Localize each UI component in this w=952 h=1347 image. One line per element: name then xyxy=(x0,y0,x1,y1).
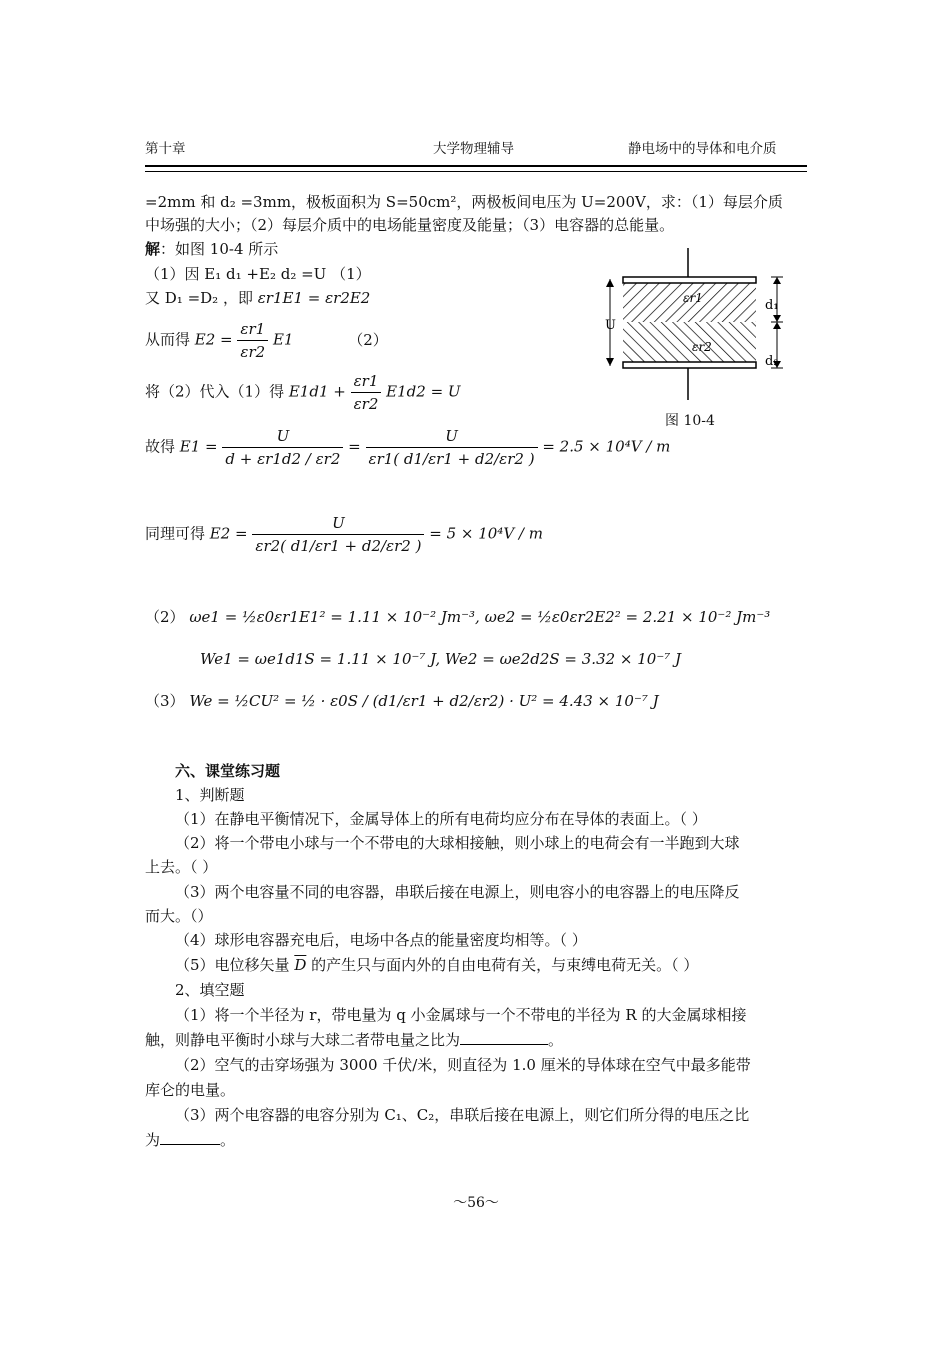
judge-item-2-line-2: 上去。（ ） xyxy=(145,858,218,876)
solution-heading-text: ：如图 10-4 所示 xyxy=(160,240,279,258)
part-2-label: （2） xyxy=(145,608,185,626)
step-3-rhs: E1 xyxy=(272,330,294,349)
e1-fraction-2-denominator: εr1( d1/εr1 + d2/εr2 ) xyxy=(368,450,535,468)
fill-item-1-line-1: （1）将一个半径为 r，带电量为 q 小金属球与一个不带电的半径为 R 的大金属球相接 xyxy=(175,1006,747,1024)
section-title-exercises: 六、课堂练习题 xyxy=(175,762,281,780)
fill-item-3-line-1: （3）两个电容器的电容分别为 C₁、C₂，串联后接在电源上，则它们所分得的电压之比 xyxy=(175,1106,750,1124)
step-4-fraction xyxy=(351,370,382,415)
fill-item-1-end: 。 xyxy=(548,1031,564,1049)
e2-numerator: U xyxy=(252,512,424,535)
dielectric-layer-2 xyxy=(623,322,756,362)
step-3-fraction xyxy=(237,318,268,363)
header-rule-thick xyxy=(145,165,807,167)
solution-label: 解 xyxy=(145,240,161,258)
figure-label-d1: d₁ xyxy=(765,298,779,313)
judge-item-3-line-2: 而大。（） xyxy=(145,907,213,925)
step-4-denominator: εr2 xyxy=(353,395,379,413)
e1-result: = 2.5 × 10⁴V / m xyxy=(542,437,671,456)
e2-fraction xyxy=(252,512,424,557)
figure-caption: 图 10-4 xyxy=(665,413,715,429)
e1-fraction-1 xyxy=(222,425,343,470)
figure-label-d2: d₂ xyxy=(765,354,779,369)
e1-fraction-2-numerator: U xyxy=(366,425,538,448)
header-book-title: 大学物理辅导 xyxy=(433,141,514,157)
judge-title: 1、判断题 xyxy=(175,786,245,804)
e1-lhs: E1 = xyxy=(179,437,218,456)
intro-line-2: 中场强的大小；（2）每层介质中的电场能量密度及能量；（3）电容器的总能量。 xyxy=(145,216,675,234)
e2-result: = 5 × 10⁴V / m xyxy=(429,524,543,543)
judge-item-3-line-1: （3）两个电容量不同的电容器，串联后接在电源上，则电容小的电容器上的电压降反 xyxy=(175,883,740,901)
page-number: ～56～ xyxy=(453,1195,499,1211)
fill-blank-1[interactable] xyxy=(460,1030,548,1045)
step-2-prefix: 又 D₁ =D₂ ，即 xyxy=(145,289,258,307)
fill-item-2-line-2: 库仑的电量。 xyxy=(145,1081,236,1099)
e1-fraction-1-numerator: U xyxy=(222,425,343,448)
solution-step-1: （1）因 E₁ d₁ +E₂ d₂ =U （1） xyxy=(145,265,371,283)
step-3-lhs: E2 = xyxy=(194,330,233,349)
fill-item-3-end: 。 xyxy=(220,1131,236,1149)
fill-item-3-line-2 xyxy=(145,1129,810,1152)
capacitor-figure xyxy=(595,245,805,429)
judge-item-1: （1）在静电平衡情况下，金属导体上的所有电荷均应分布在导体的表面上。（ ） xyxy=(175,810,707,828)
solution-part-3 xyxy=(145,690,659,712)
equation-tag-2: （2） xyxy=(348,330,388,349)
figure-label-er2: εr2 xyxy=(692,340,712,354)
e1-fraction-1-denominator: d + εr1d2 / εr2 xyxy=(225,450,341,468)
e1-prefix: 故得 xyxy=(145,437,180,456)
header-rule-thin xyxy=(145,171,807,172)
e2-lhs: E2 = xyxy=(209,524,248,543)
e2-denominator: εr2( d1/εr1 + d2/εr2 ) xyxy=(255,537,422,555)
fill-item-1-line-2 xyxy=(145,1029,810,1052)
step-4-prefix: 将（2）代入（1）得 xyxy=(145,382,289,401)
judge-item-2-line-1: （2）将一个带电小球与一个不带电的大球相接触，则小球上的电荷会有一半跑到大球 xyxy=(175,834,740,852)
fill-item-1-text: 触，则静电平衡时小球与大球二者带电量之比为 xyxy=(145,1031,461,1049)
vector-d-symbol: $\overline{D}$ xyxy=(294,956,307,974)
solution-step-3 xyxy=(145,318,388,363)
part-2-energy-density: ωe1 = ½ε0εr1E1² = 1.11 × 10⁻² Jm⁻³, ωe2 = ½ε0εr2E2² = 2.21 × 10⁻² Jm⁻³ xyxy=(189,608,771,626)
part-3-total-energy: We = ½CU² = ½ · ε0S / (d1/εr1 + d2/εr2) · U² = 4.43 × 10⁻⁷ J xyxy=(189,692,659,710)
capacitor-diagram xyxy=(595,245,805,425)
judge-item-4: （4）球形电容器充电后，电场中各点的能量密度均相等。（ ） xyxy=(175,931,587,949)
e2-prefix: 同理可得 xyxy=(145,524,210,543)
fill-blank-3[interactable] xyxy=(160,1130,220,1145)
e1-fraction-2 xyxy=(366,425,538,470)
fill-title: 2、填空题 xyxy=(175,981,245,999)
solution-part-2 xyxy=(145,606,770,628)
step-4-part-b: E1d2 = U xyxy=(386,382,461,401)
part-2-layer-energy: We1 = ωe1d1S = 1.11 × 10⁻⁷ J, We2 = ωe2d2S = 3.32 × 10⁻⁷ J xyxy=(200,650,682,668)
header-section: 静电场中的导体和电介质 xyxy=(628,141,777,157)
solution-e2 xyxy=(145,512,543,557)
step-3-denominator: εr2 xyxy=(240,343,266,361)
fill-item-2-line-1: （2）空气的击穿场强为 3000 千伏/米，则直径为 1.0 厘米的导体球在空气中最多能带 xyxy=(175,1056,751,1074)
figure-label-u: U xyxy=(605,318,616,333)
judge-item-5-prefix: （5）电位移矢量 xyxy=(175,956,295,974)
intro-line-1: =2mm 和 d₂ =3mm，极板面积为 S=50cm²，两极板间电压为 U=200V，求：（1）每层介质 xyxy=(145,193,783,211)
step-4-part-a: E1d1 + xyxy=(288,382,346,401)
solution-e1: 故得 E1 = $\frac{U}{d + \varepsilon r1d2 / \varepsilon r2}$ = $\frac{U}{\varepsilon r1( d1/\varepsilon r1 + d2/\varepsilon r2 )}$ = 2.5 × 10⁴V / m xyxy=(145,427,671,468)
solution-step-4 xyxy=(145,370,461,415)
part-3-label: （3） xyxy=(145,692,185,710)
step-4-numerator: εr1 xyxy=(351,370,382,393)
step-3-prefix: 从而得 xyxy=(145,330,195,349)
judge-item-5 xyxy=(175,954,698,977)
step-3-numerator: εr1 xyxy=(237,318,268,341)
header-chapter: 第十章 xyxy=(145,141,186,157)
judge-item-5-suffix: 的产生只与面内外的自由电荷有关，与束缚电荷无关。（ ） xyxy=(306,956,699,974)
fill-item-3-text: 为 xyxy=(145,1131,161,1149)
figure-label-er1: εr1 xyxy=(683,291,703,305)
step-2-equation: εr1E1 = εr2E2 xyxy=(257,289,371,307)
solution-part-2-energy xyxy=(200,648,681,670)
